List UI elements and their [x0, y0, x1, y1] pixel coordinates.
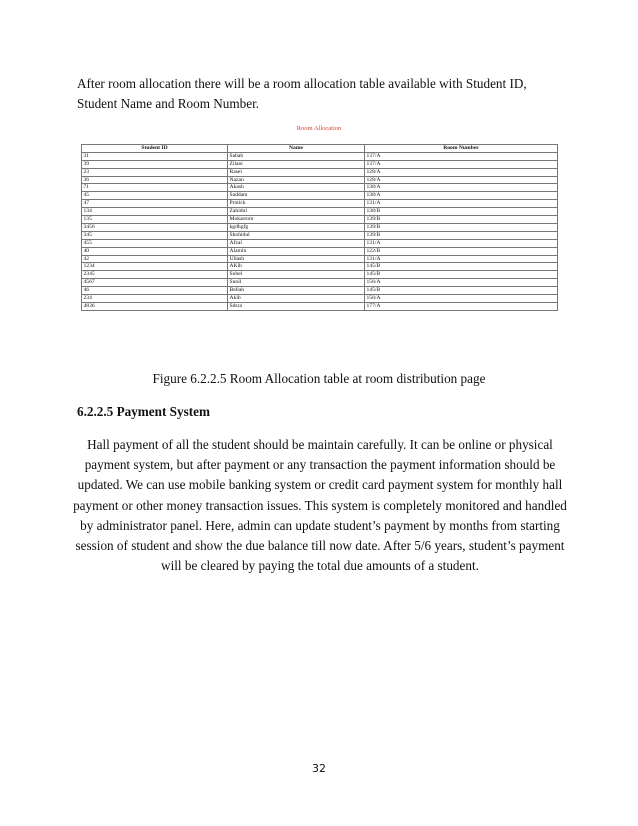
cell-name: Sabab	[228, 152, 365, 160]
cell-student-id: 47	[82, 200, 228, 208]
cell-room-number: 131/A	[365, 239, 558, 247]
cell-name: Akib	[228, 295, 365, 303]
cell-room-number: 156/A	[365, 279, 558, 287]
cell-student-id: 1234	[82, 263, 228, 271]
cell-student-id: 134	[82, 208, 228, 216]
header-room-number: Room Number	[365, 145, 558, 153]
table-row	[82, 247, 558, 255]
cell-student-id: 455	[82, 239, 228, 247]
cell-student-id: 345	[82, 231, 228, 239]
cell-room-number: 138/A	[365, 184, 558, 192]
cell-name: AKib	[228, 263, 365, 271]
cell-room-number: 139/B	[365, 231, 558, 239]
cell-name: Zahidul	[228, 208, 365, 216]
cell-student-id: 36	[82, 176, 228, 184]
room-allocation-table	[81, 144, 558, 311]
cell-room-number: 139/B	[365, 216, 558, 224]
cell-name: Zilani	[228, 160, 365, 168]
cell-name: Alamin	[228, 247, 365, 255]
cell-name: Nazan	[228, 176, 365, 184]
figure-caption: Figure 6.2.2.5 Room Allocation table at room distribution page	[152, 371, 486, 386]
cell-student-id: 45	[82, 192, 228, 200]
cell-student-id: 31	[82, 152, 228, 160]
cell-student-id: 4836	[82, 303, 228, 311]
cell-room-number: 137/A	[365, 152, 558, 160]
cell-room-number: 145/B	[365, 263, 558, 271]
cell-room-number: 131/A	[365, 255, 558, 263]
table-row	[82, 152, 558, 160]
cell-room-number: 131/A	[365, 200, 558, 208]
table-row	[82, 168, 558, 176]
cell-student-id: 135	[82, 216, 228, 224]
page-number: 32	[312, 762, 326, 775]
cell-room-number: 138/A	[365, 192, 558, 200]
cell-student-id: 2345	[82, 271, 228, 279]
cell-room-number: 156/A	[365, 295, 558, 303]
cell-name: Mokarrom	[228, 216, 365, 224]
table-row	[82, 271, 558, 279]
cell-student-id: 4567	[82, 279, 228, 287]
table-row	[82, 255, 558, 263]
table-row	[82, 208, 558, 216]
table-row	[82, 192, 558, 200]
table-row	[82, 184, 558, 192]
table-title: Room Allocation	[296, 125, 342, 132]
table-row	[82, 223, 558, 231]
cell-name: Protick	[228, 200, 365, 208]
cell-name: Sohel	[228, 271, 365, 279]
cell-name: Sunil	[228, 279, 365, 287]
cell-student-id: 42	[82, 255, 228, 263]
cell-room-number: 137/A	[365, 160, 558, 168]
table-row	[82, 295, 558, 303]
cell-student-id: 3456	[82, 223, 228, 231]
table-row	[82, 263, 558, 271]
section-heading: 6.2.2.5 Payment System	[77, 404, 210, 419]
table-body	[82, 152, 558, 310]
cell-room-number: 139/B	[365, 223, 558, 231]
table-row	[82, 287, 558, 295]
table-row	[82, 176, 558, 184]
cell-student-id: 23	[82, 168, 228, 176]
header-student-id: Student ID	[82, 145, 228, 153]
cell-room-number: 128/A	[365, 176, 558, 184]
cell-name: Akash	[228, 184, 365, 192]
cell-name: Afzal	[228, 239, 365, 247]
payment-paragraph: Hall payment of all the student should be maintain carefully. It can be online or physical payment system, but after payment or any transaction the payment information should be updated. We can use mobile banking system or credit card payment system for monthly hall payment or other money transaction issues. This system is completely monitored and handled by administrator panel. Here, admin can update student’s payment by months from starting session of student and show the due balance till now date. After 5/6 years, student’s payment will be cleared by paying the total due amounts of a student.	[73, 437, 567, 574]
cell-student-id: 71	[82, 184, 228, 192]
cell-student-id: 39	[82, 160, 228, 168]
cell-room-number: 145/B	[365, 271, 558, 279]
cell-name: Bellah	[228, 287, 365, 295]
table-header-row	[82, 145, 558, 153]
cell-room-number: 138/B	[365, 208, 558, 216]
cell-room-number: 122/B	[365, 247, 558, 255]
cell-room-number: 128/A	[365, 168, 558, 176]
cell-student-id: 40	[82, 247, 228, 255]
header-name: Name	[228, 145, 365, 153]
cell-room-number: 177/A	[365, 303, 558, 311]
table-row	[82, 216, 558, 224]
cell-name: Rasel	[228, 168, 365, 176]
cell-name: Shohidul	[228, 231, 365, 239]
table-row	[82, 239, 558, 247]
cell-name: Ullash	[228, 255, 365, 263]
cell-name: Sdsra	[228, 303, 365, 311]
table-row	[82, 200, 558, 208]
cell-student-id: 46	[82, 287, 228, 295]
cell-name: Saddam	[228, 192, 365, 200]
table-row	[82, 160, 558, 168]
cell-student-id: 234	[82, 295, 228, 303]
table-row	[82, 279, 558, 287]
table-row	[82, 231, 558, 239]
cell-name: kgdhgfg	[228, 223, 365, 231]
intro-paragraph: After room allocation there will be a room allocation table available with Student ID, Student Name and Room Number.	[77, 76, 527, 111]
cell-room-number: 145/B	[365, 287, 558, 295]
table-row	[82, 303, 558, 311]
